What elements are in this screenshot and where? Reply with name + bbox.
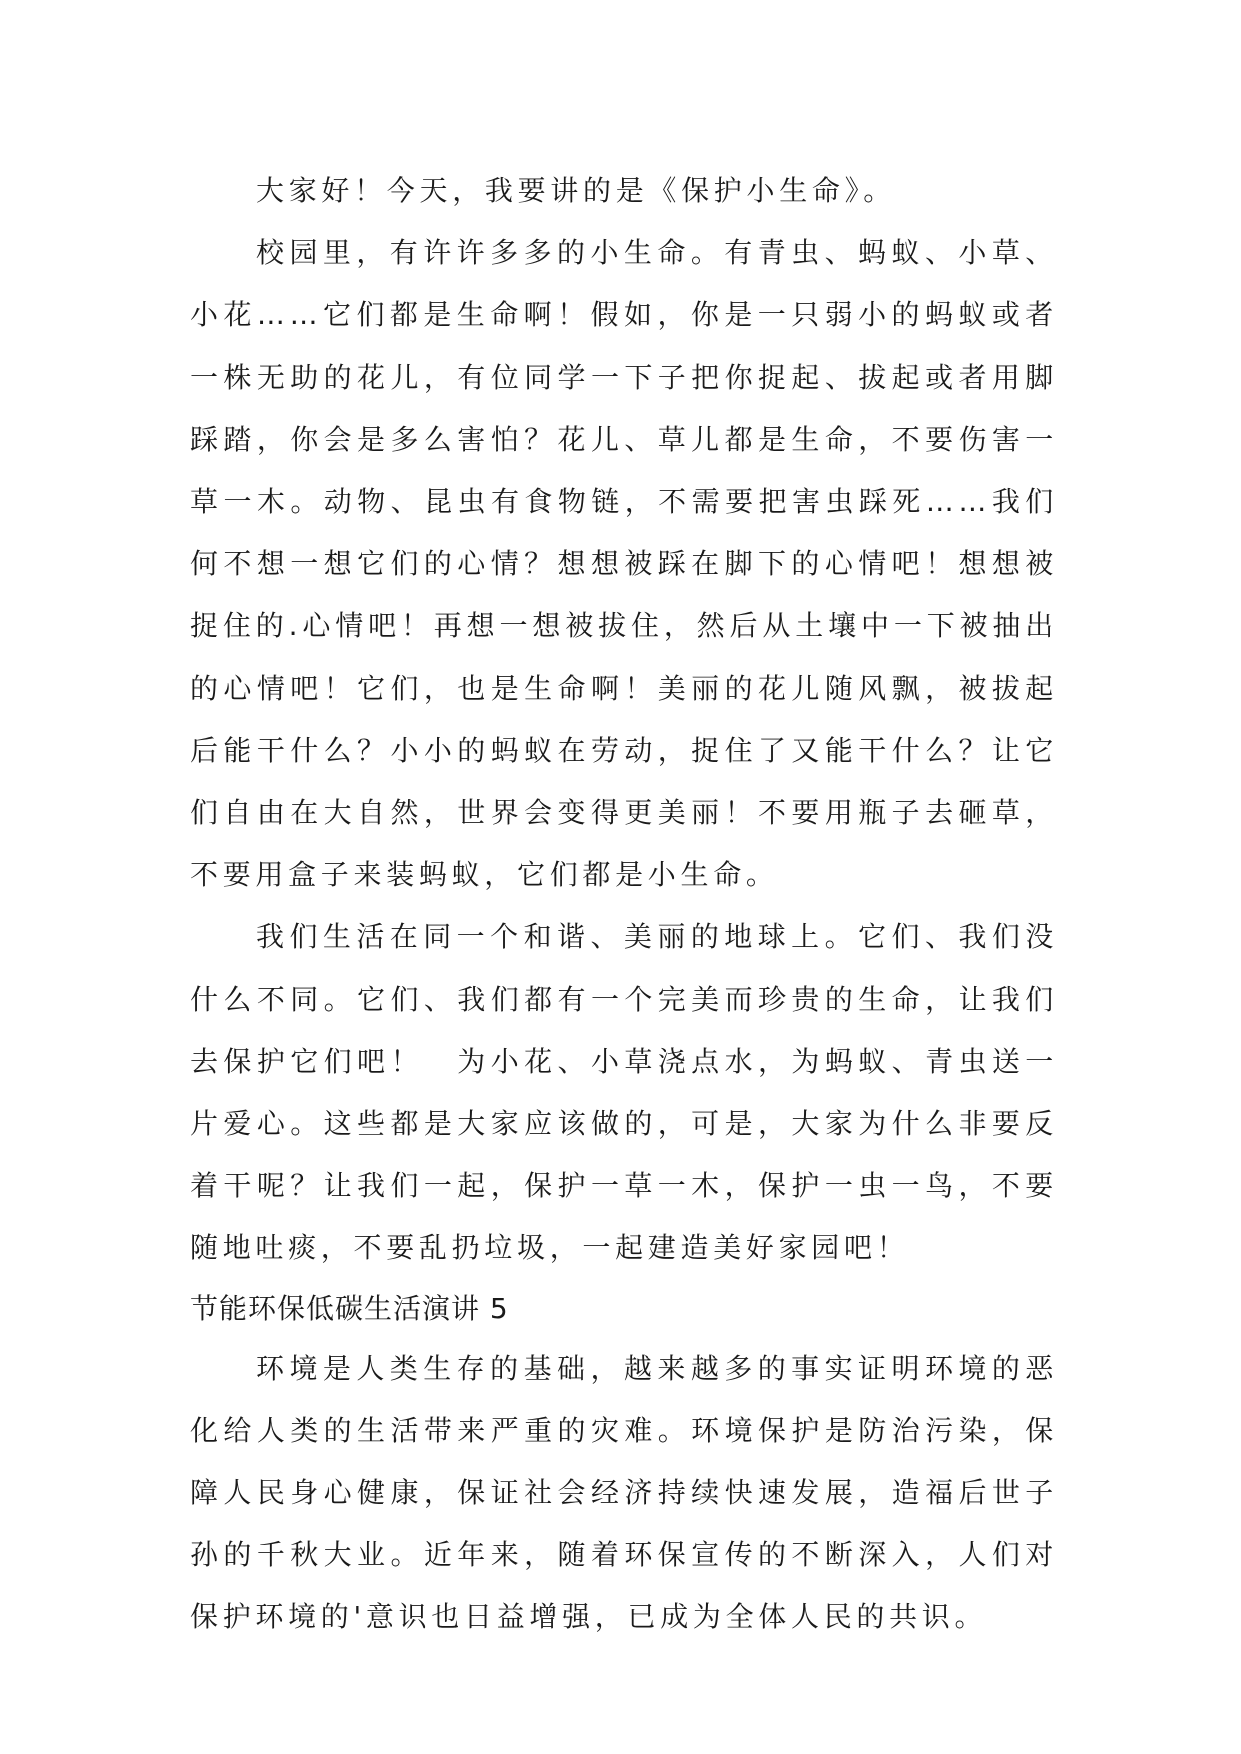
paragraph-campus-life: 校园里，有许许多多的小生命。有青虫、蚂蚁、小草、小花……它们都是生命啊！假如，你是一只弱小的蚂蚁或者一株无助的花儿，有位同学一下子把你捉起、拔起或者用脚踩踏，你会是多么害怕？花儿、草儿都是生命，不要伤害一草一木。动物、昆虫有食物链，不需要把害虫踩死……我们何不想一想它们的心情？想想被踩在脚下的心情吧！想想被捉住的.心情吧！再想一想被拔住，然后从土壤中一下被抽出的心情吧！它们，也是生命啊！美丽的花儿随风飘，被拔起后能干什么？小小的蚂蚁在劳动，捉住了又能干什么？让它们自由在大自然，世界会变得更美丽！不要用瓶子去砸草，不要用盒子来装蚂蚁，它们都是小生命。 — [190, 236, 1058, 892]
section-heading: 节能环保低碳生活演讲 5 — [190, 1291, 509, 1325]
paragraph-greeting: 大家好！今天，我要讲的是《保护小生命》。 — [256, 174, 897, 207]
paragraph-protect-together: 我们生活在同一个和谐、美丽的地球上。它们、我们没什么不同。它们、我们都有一个完美而珍贵的生命，让我们去保护它们吧！ 为小花、小草浇点水，为蚂蚁、青虫送一片爱心。这些都是大家应该做的，可是，大家为什么非要反着干呢？让我们一起，保护一草一木，保护一虫一鸟，不要随地吐痰，不要乱扔垃圾，一起建造美好家园吧！ — [190, 920, 1058, 1265]
paragraph-environment: 环境是人类生存的基础，越来越多的事实证明环境的恶化给人类的生活带来严重的灾难。环境保护是防治污染，保障人民身心健康，保证社会经济持续快速发展，造福后世子孙的千秋大业。近年来，随着环保宣传的不断深入，人们对保护环境的'意识也日益增强，已成为全体人民的共识。 — [190, 1351, 1058, 1634]
document-page — [190, 160, 1058, 1649]
